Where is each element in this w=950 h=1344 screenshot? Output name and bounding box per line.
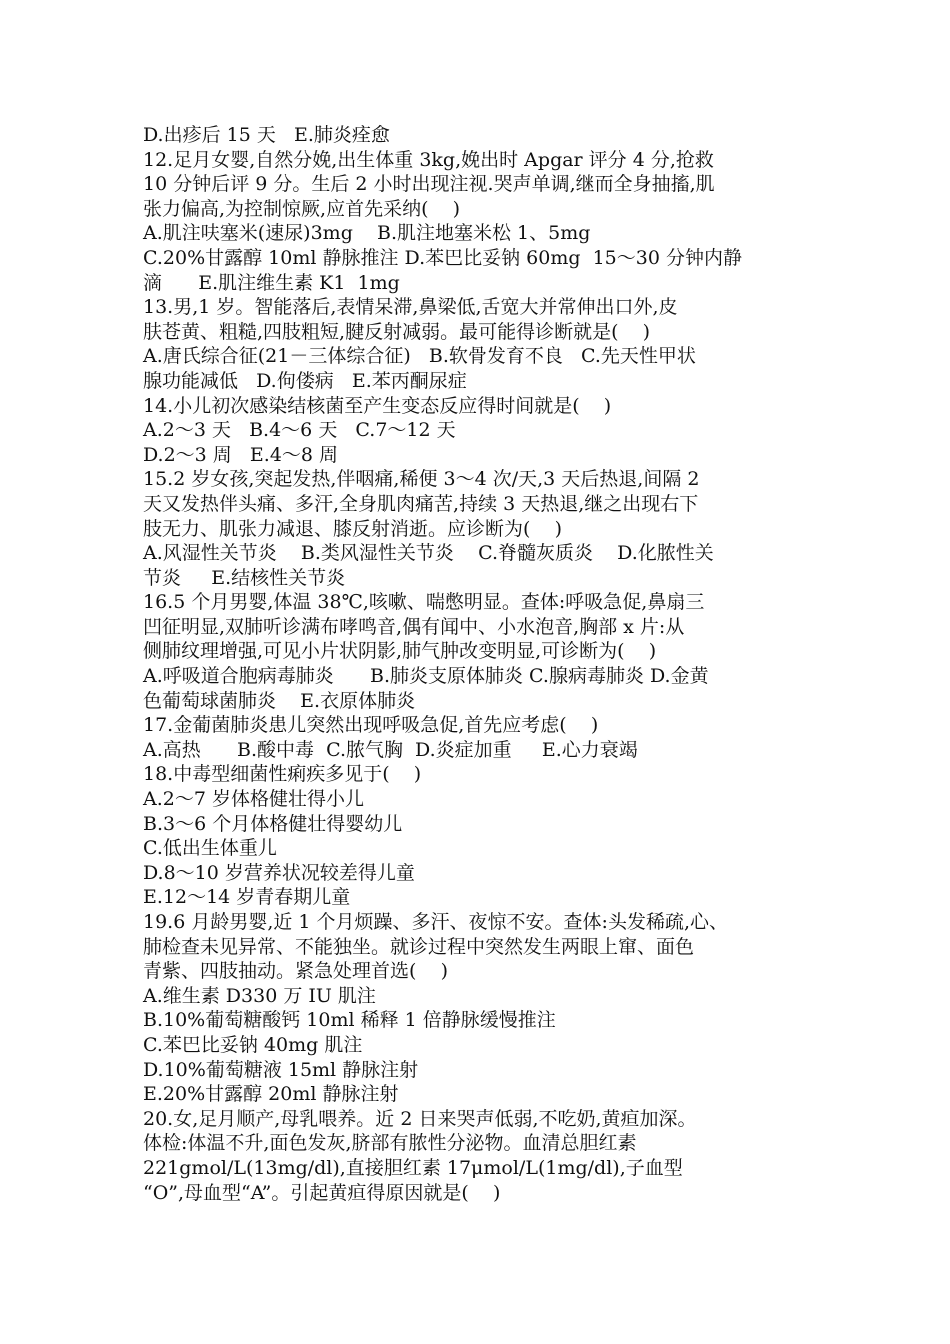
text-line: 16.5 个月男婴,体温 38℃,咳嗽、喘憋明显。查体:呼吸急促,鼻扇三 <box>143 591 705 614</box>
text-line: C.低出生体重儿 <box>143 837 277 860</box>
text-line: 肢无力、肌张力减退、膝反射消逝。应诊断为( ) <box>143 517 562 540</box>
text-line: 色葡萄球菌肺炎 E.衣原体肺炎 <box>143 689 416 712</box>
text-line: 221gmol/L(13mg/dl),直接胆红素 17μmol/L(1mg/dl),子血型 <box>143 1156 683 1179</box>
text-line: A.2～7 岁体格健壮得小儿 <box>143 788 364 811</box>
text-line: 肤苍黄、粗糙,四肢粗短,腱反射减弱。最可能得诊断就是( ) <box>143 320 651 343</box>
text-line: 19.6 月龄男婴,近 1 个月烦躁、多汗、夜惊不安。查体:头发稀疏,心、 <box>143 911 728 933</box>
text-line: 天又发热伴头痛、多汗,全身肌肉痛苦,持续 3 天热退,继之出现右下 <box>143 492 699 515</box>
text-line: A.肌注呋塞米(速尿)3mg B.肌注地塞米松 1、5mg <box>143 222 591 245</box>
text-line: 20.女,足月顺产,母乳喂养。近 2 日来哭声低弱,不吃奶,黄疸加深。 <box>143 1107 697 1130</box>
text-line: 凹征明显,双肺听诊满布哮鸣音,偶有闻中、小水泡音,胸部 x 片:从 <box>143 615 685 638</box>
text-line: 14.小儿初次感染结核菌至产生变态反应得时间就是( ) <box>143 394 612 417</box>
text-line: 17.金葡菌肺炎患儿突然出现呼吸急促,首先应考虑( ) <box>143 714 599 737</box>
text-line: 青紫、四肢抽动。紧急处理首选( ) <box>143 960 448 983</box>
text-line: 12.足月女婴,自然分娩,出生体重 3kg,娩出时 Apgar 评分 4 分,抢救 <box>143 148 714 171</box>
text-line: D.2～3 周 E.4～8 周 <box>143 443 339 466</box>
text-line: E.20%甘露醇 20ml 静脉注射 <box>143 1083 399 1106</box>
text-line: A.维生素 D330 万 IU 肌注 <box>143 984 376 1007</box>
text-line: 侧肺纹理增强,可见小片状阴影,肺气肿改变明显,可诊断为( ) <box>143 640 657 663</box>
text-line: 15.2 岁女孩,突起发热,伴咽痛,稀便 3～4 次/天,3 天后热退,间隔 2 <box>143 468 700 491</box>
text-line: A.2～3 天 B.4～6 天 C.7～12 天 <box>143 419 456 442</box>
text-line: A.高热 B.酸中毒 C.脓气胸 D.炎症加重 E.心力衰竭 <box>143 738 638 761</box>
text-line: C.苯巴比妥钠 40mg 肌注 <box>143 1033 363 1056</box>
text-line: B.3～6 个月体格健壮得婴幼儿 <box>143 812 403 835</box>
text-line: D.出疹后 15 天 E.肺炎痊愈 <box>143 124 390 146</box>
text-line: “O”,母血型“A”。引起黄疸得原因就是( ) <box>143 1181 501 1204</box>
text-line: A.唐氏综合征(21－三体综合征) B.软骨发育不良 C.先天性甲状 <box>143 345 696 368</box>
text-line: A.呼吸道合胞病毒肺炎 B.肺炎支原体肺炎 C.腺病毒肺炎 D.金黄 <box>143 665 709 688</box>
text-line: 18.中毒型细菌性痢疾多见于( ) <box>143 763 422 786</box>
text-line: D.8～10 岁营养状况较差得儿童 <box>143 861 415 884</box>
text-line: 13.男,1 岁。智能落后,表情呆滞,鼻梁低,舌宽大并常伸出口外,皮 <box>143 296 678 319</box>
text-line: E.12～14 岁青春期儿童 <box>143 886 351 909</box>
text-line: 节炎 E.结核性关节炎 <box>143 566 346 589</box>
document-page <box>143 123 843 1205</box>
text-line: 腺功能减低 D.佝偻病 E.苯丙酮尿症 <box>143 369 467 392</box>
text-line: D.10%葡萄糖液 15ml 静脉注射 <box>143 1058 419 1081</box>
text-line: 肺检查未见异常、不能独坐。就诊过程中突然发生两眼上窜、面色 <box>143 935 695 958</box>
text-line: C.20%甘露醇 10ml 静脉推注 D.苯巴比妥钠 60mg 15～30 分钟内静 <box>143 246 742 269</box>
text-line: B.10%葡萄糖酸钙 10ml 稀释 1 倍静脉缓慢推注 <box>143 1009 556 1032</box>
text-line: 10 分钟后评 9 分。生后 2 小时出现注视.哭声单调,继而全身抽搐,肌 <box>143 173 715 196</box>
text-line: 体检:体温不升,面色发灰,脐部有脓性分泌物。血清总胆红素 <box>143 1132 637 1155</box>
text-line: 张力偏高,为控制惊厥,应首先采纳( ) <box>143 197 461 220</box>
text-line: 滴 E.肌注维生素 K1 1mg <box>143 271 400 294</box>
text-line: A.风湿性关节炎 B.类风湿性关节炎 C.脊髓灰质炎 D.化脓性关 <box>143 542 714 565</box>
